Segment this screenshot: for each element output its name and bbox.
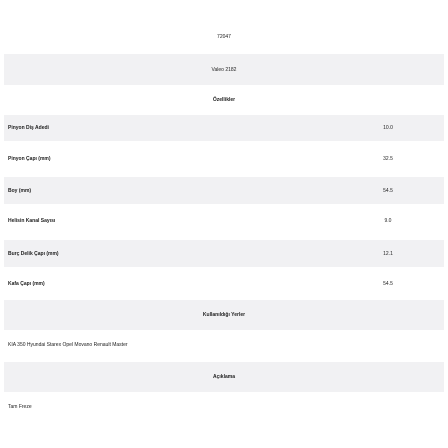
spec-label: Kafa Çapı (mm)	[8, 281, 45, 287]
spec-row	[4, 177, 444, 204]
product-code-row	[4, 30, 444, 44]
reference-row	[4, 54, 444, 85]
spec-row	[4, 208, 444, 234]
reference-number: Valeo 2182	[211, 66, 237, 73]
usage-header-row	[4, 300, 444, 330]
spec-value: 10.0	[383, 125, 393, 131]
spec-row	[4, 146, 444, 172]
spec-value: 12.1	[383, 250, 393, 257]
product-code: 72047	[217, 34, 231, 40]
spec-value: 54.5	[383, 187, 393, 194]
spec-value: 9.0	[384, 218, 392, 224]
specs-header-row	[4, 87, 444, 113]
description-header-row	[4, 362, 444, 392]
spec-label: Boy (mm)	[8, 187, 32, 194]
spec-value: 32.5	[383, 156, 393, 162]
description-title: Açıklama	[213, 374, 235, 380]
spec-label: Pinyon Çapı (mm)	[8, 156, 51, 162]
spec-row	[4, 271, 444, 297]
usage-row	[4, 332, 448, 358]
usage-title: Kullanıldığı Yerler	[202, 312, 246, 318]
description-text: Tam Freze	[8, 404, 32, 410]
spec-label: Helisin Kanal Sayısı	[8, 218, 56, 224]
description-row	[4, 394, 448, 420]
spec-label: Burç Delik Çapı (mm)	[8, 250, 59, 257]
usage-text: KIA 350 Hyundai Starex Opel Movano Renault Master	[8, 342, 128, 348]
spec-row	[4, 240, 444, 267]
spec-value: 54.5	[383, 281, 393, 287]
spec-label: Pinyon Diş Adedi	[8, 125, 49, 131]
specs-title: Özellikler	[212, 97, 236, 103]
spec-row	[4, 115, 444, 141]
